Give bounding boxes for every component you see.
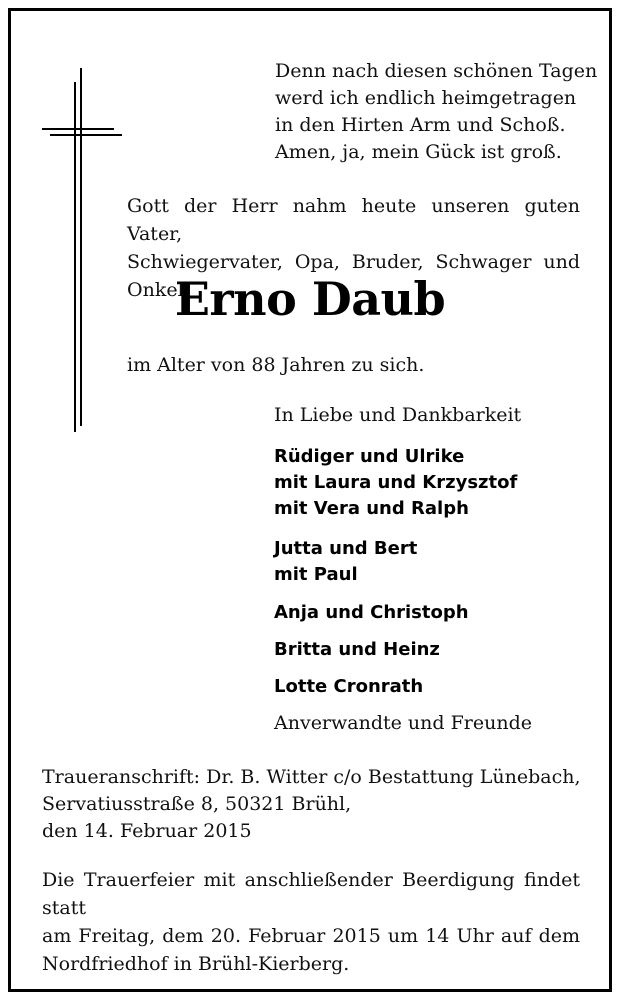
deceased-name: Erno Daub [174, 272, 446, 326]
family-group [274, 674, 423, 700]
verse-line: Amen, ja, mein Gück ist groß. [275, 141, 562, 163]
cross-vertical-bar [80, 68, 82, 426]
family-group [274, 536, 417, 588]
family-line: Britta und Heinz [274, 639, 440, 660]
intro-line: Gott der Herr nahm heute unseren guten Vater, [127, 195, 580, 245]
verse-line: werd ich endlich heimgetragen [275, 87, 577, 109]
service-line: Nordfriedhof in Brühl-Kierberg. [42, 953, 350, 975]
family-line: Anja und Christoph [274, 602, 469, 623]
service-line: am Freitag, dem 20. Februar 2015 um 14 Uhr auf dem [42, 925, 580, 947]
age-line: im Alter von 88 Jahren zu sich. [127, 354, 425, 376]
family-line: mit Laura und Krzysztof [274, 472, 518, 493]
verse-line: in den Hirten Arm und Schoß. [275, 114, 566, 136]
family-line: mit Vera und Ralph [274, 498, 469, 519]
love-line: In Liebe und Dankbarkeit [274, 404, 522, 426]
family-group [274, 637, 440, 663]
relatives-line: Anverwandte und Freunde [274, 712, 532, 734]
family-group [274, 600, 469, 626]
service-line: Die Trauerfeier mit anschließender Beerdigung findet statt [42, 869, 580, 919]
cross-horizontal-bar [50, 134, 122, 136]
address-line: den 14. Februar 2015 [42, 820, 252, 842]
verse [275, 58, 597, 166]
family-line: Lotte Cronrath [274, 676, 424, 697]
funeral-service-info [42, 866, 580, 978]
address-line: Traueranschrift: Dr. B. Witter c/o Bestattung Lünebach, [42, 766, 581, 788]
cross-horizontal-bar [42, 128, 114, 130]
address-line: Servatiusstraße 8, 50321 Brühl, [42, 793, 352, 815]
family-line: mit Paul [274, 564, 358, 585]
family-group [274, 444, 517, 522]
family-line: Rüdiger und Ulrike [274, 446, 465, 467]
family-line: Jutta und Bert [274, 538, 418, 559]
verse-line: Denn nach diesen schönen Tagen [275, 60, 598, 82]
intro-line: Schwiegervater, Opa, Bruder, Schwager und Onkel [127, 251, 580, 301]
mourning-address [42, 764, 581, 845]
